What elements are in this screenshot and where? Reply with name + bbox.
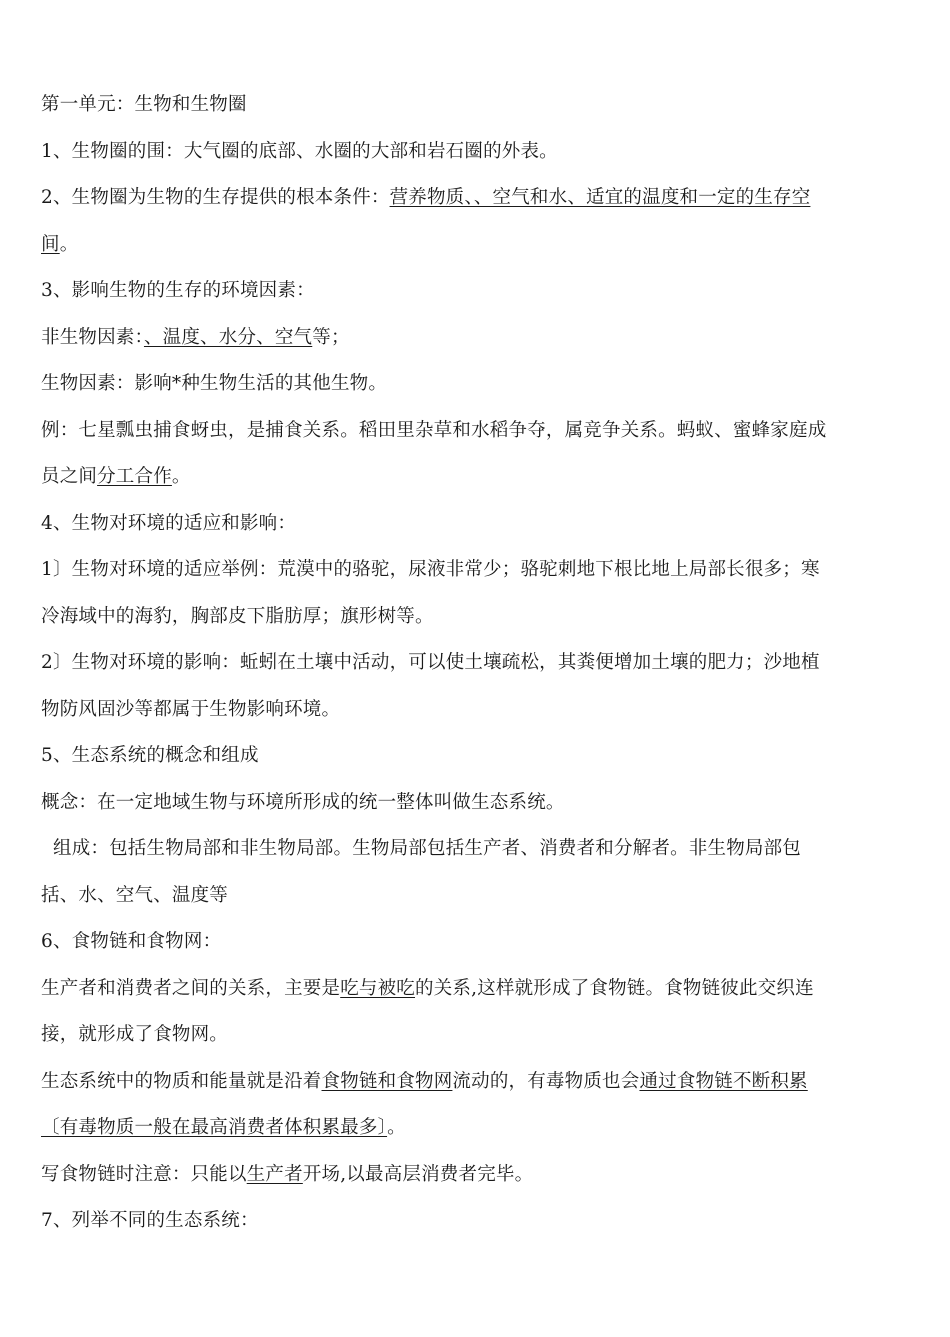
underlined-text: 分工合作 xyxy=(97,466,172,487)
underlined-text: 生产者 xyxy=(246,1163,303,1185)
text-segment: 。 xyxy=(59,233,79,255)
text-segment: 。 xyxy=(387,1117,406,1138)
text-line-item-4 xyxy=(41,501,916,548)
text-segment: 开场,以最高层消费者完毕。 xyxy=(302,1163,534,1185)
text-segment: 括、水、空气、温度等 xyxy=(41,884,229,906)
text-segment: 的关系,这样就形成了食物链。食物链彼此交织连 xyxy=(415,977,814,999)
text-segment: 生产者和消费者之间的关系，主要是 xyxy=(41,977,341,999)
underlined-text: 、温度、水分、空气 xyxy=(143,326,313,348)
text-segment: 1〕生物对环境的适应举例：荒漠中的骆驼，尿液非常少；骆驼刺地下根比地上局部长很多；寒 xyxy=(41,559,820,580)
text-segment: 写食物链时注意：只能以 xyxy=(41,1163,247,1185)
text-segment: 6、食物链和食物网： xyxy=(41,931,222,952)
text-line-item-6-c xyxy=(41,1152,916,1199)
text-line-item-5 xyxy=(41,733,916,780)
text-segment: 1、生物圈的围：大气圈的底部、水圈的大部和岩石圈的外表。 xyxy=(41,140,558,162)
text-segment: 例：七星瓢虫捕食蚜虫，是捕食关系。稻田里杂草和水稻争夺，属竞争关系。蚂蚁、蜜蜂家庭成 xyxy=(41,419,827,441)
text-segment: 。 xyxy=(171,466,191,487)
text-line-unit-title xyxy=(41,82,916,129)
text-segment: 等； xyxy=(312,326,350,348)
text-line-item-6-b1 xyxy=(41,1059,916,1106)
text-line-item-3-example-a xyxy=(41,408,916,455)
text-segment: 生态系统中的物质和能量就是沿着 xyxy=(41,1070,322,1092)
text-line-item-4-2b xyxy=(41,687,916,734)
text-line-item-6-a2 xyxy=(41,1012,916,1059)
text-segment: 3、影响生物的生存的环境因素： xyxy=(41,280,315,301)
text-segment: 生物因素：影响*种生物生活的其他生物。 xyxy=(41,373,388,394)
text-segment: 2、生物圈为生物的生存提供的根本条件： xyxy=(41,187,390,208)
underlined-text: 间 xyxy=(41,233,60,255)
text-segment: 非生物因素： xyxy=(41,326,144,348)
text-line-item-6-a1 xyxy=(41,966,916,1013)
text-segment: 员之间 xyxy=(41,466,98,487)
text-line-item-5-composition-b xyxy=(41,873,916,920)
text-segment: 冷海域中的海豹，胸部皮下脂肪厚；旗形树等。 xyxy=(41,605,434,627)
text-line-item-7 xyxy=(41,1198,916,1245)
text-segment: 2〕生物对环境的影响：蚯蚓在土壤中活动，可以使土壤疏松，其粪便增加土壤的肥力；沙地植 xyxy=(41,652,820,673)
text-segment: 7、列举不同的生态系统： xyxy=(41,1210,259,1231)
text-segment: 接，就形成了食物网。 xyxy=(41,1024,229,1045)
underlined-text: 通过食物链不断积累 xyxy=(639,1070,808,1092)
text-segment: 4、生物对环境的适应和影响： xyxy=(41,512,297,534)
underlined-text: 营养物质、、空气和水、适宜的温度和一定的生存空 xyxy=(389,187,811,208)
text-line-item-6 xyxy=(41,919,916,966)
text-line-item-5-composition-a xyxy=(41,826,916,873)
text-segment: 概念：在一定地域生物与环境所形成的统一整体叫做生态系统。 xyxy=(41,791,565,813)
text-line-item-6-b2 xyxy=(41,1105,916,1152)
text-line-item-3-abiotic xyxy=(41,315,916,362)
text-segment: 物防风固沙等都属于生物影响环境。 xyxy=(41,698,341,720)
underlined-text: 食物链和食物网 xyxy=(321,1070,453,1092)
text-line-item-5-concept xyxy=(41,780,916,827)
document-page xyxy=(41,82,916,1245)
text-segment: 组成：包括生物局部和非生物局部。生物局部包括生产者、消费者和分解者。非生物局部包 xyxy=(53,838,802,859)
text-segment: 5、生态系统的概念和组成 xyxy=(41,745,259,766)
text-line-item-4-2a xyxy=(41,640,916,687)
text-line-item-3 xyxy=(41,268,916,315)
text-line-item-4-1b xyxy=(41,594,916,641)
text-line-item-3-biotic xyxy=(41,361,916,408)
text-line-item-2b xyxy=(41,222,916,269)
text-line-item-2a xyxy=(41,175,916,222)
text-line-item-3-example-b xyxy=(41,454,916,501)
text-segment: 第一单元：生物和生物圈 xyxy=(41,94,247,115)
text-line-item-4-1a xyxy=(41,547,916,594)
underlined-text: 吃与被吃 xyxy=(340,977,416,999)
text-segment: 流动的，有毒物质也会 xyxy=(452,1070,640,1092)
text-line-item-1 xyxy=(41,129,916,176)
underlined-text: 〔有毒物质一般在最高消费者体积累最多〕 xyxy=(41,1117,388,1138)
